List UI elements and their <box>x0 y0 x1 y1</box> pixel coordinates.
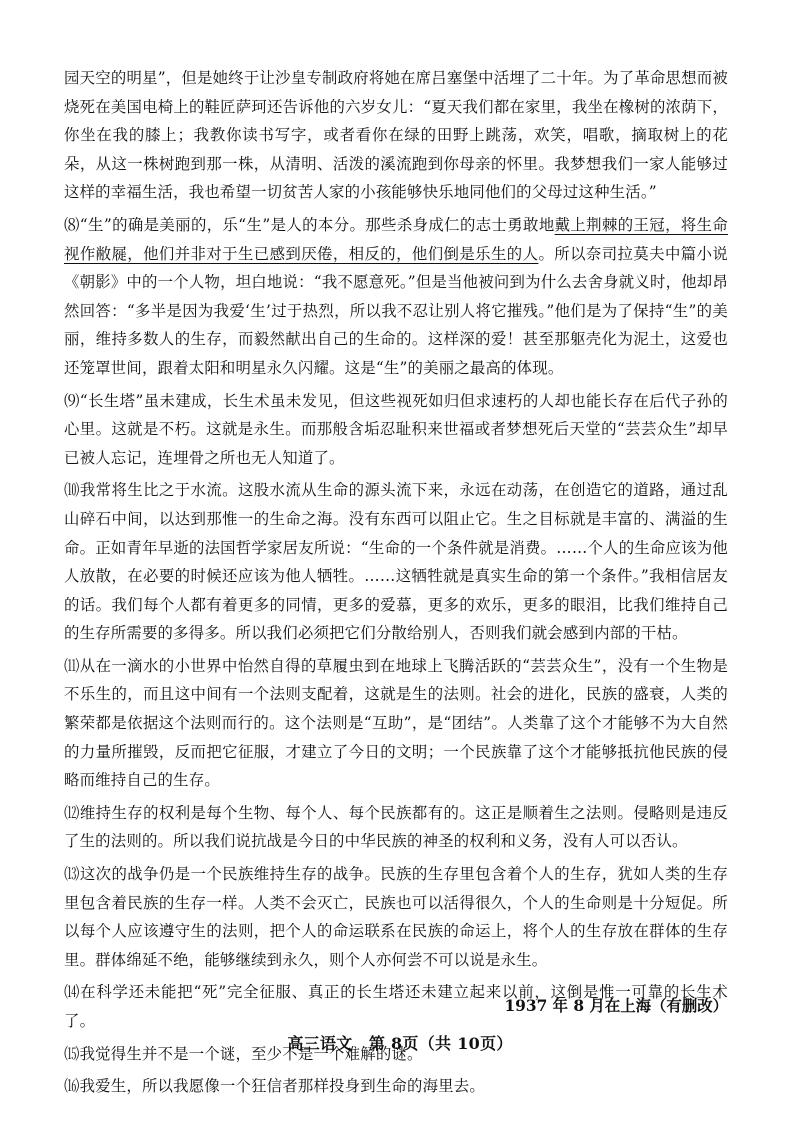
paragraph-14: ⒁在科学还未能把“死”完全征服、真正的长生塔还未建立起来以前，这倒是惟一可靠的长生术了。 <box>64 983 728 1030</box>
paragraph-11: ⑾从在一滴水的小世界中怡然自得的草履虫到在地球上飞腾活跃的“芸芸众生”，没有一个生物是不乐生的，而且这中间有一个法则支配着，这就是生的法则。社会的进化，民族的盛衰，人类的繁荣都是依据这个法则而行的。这个法则是“互助”，是“团结”。人类靠了这个才能够不为大自然的力量所摧毁，反而把它征服，才建立了今日的文明；一个民族靠了这个才能够抵抗他民族的侵略而维持自己的生存。 <box>64 656 728 790</box>
paragraph-7-continuation: 园天空的明星”，但是她终于让沙皇专制政府将她在席吕塞堡中活埋了二十年。为了革命思想而被烧死在美国电椅上的鞋匠萨珂还告诉他的六岁女儿：“夏天我们都在家里，我坐在橡树的浓荫下，你坐在我的膝上；我教你读书写字，或者看你在绿的田野上跳荡，欢笑，唱歌，摘取树上的花朵，从这一株树跑到那一株，从清明、活泼的溪流跑到你母亲的怀里。我梦想我们一家人能够过这样的幸福生活，我也希望一切贫苦人家的小孩能够快乐地同他们的父母过这种生活。” <box>64 69 728 202</box>
essay-body <box>64 64 728 1105</box>
paragraph-8 <box>64 211 728 383</box>
paragraph-9: ⑼“长生塔”虽未建成，长生术虽未发见，但这些视死如归但求速朽的人却也能长存在后代子孙的心里。这就是不朽。这就是永生。而那般含垢忍耻积来世福或者梦想死后天堂的“芸芸众生”却早已被人忘记，连埋骨之所也无人知道了。 <box>64 391 728 467</box>
paragraph-10: ⑽我常将生比之于水流。这股水流从生命的源头流下来，永远在动荡，在创造它的道路，通过乱山碎石中间，以达到那惟一的生命之海。没有东西可以阻止它。生之目标就是丰富的、满溢的生命。正如青年早逝的法国哲学家居友所说：“生命的一个条件就是消费。……个人的生命应该为他人放散，在必要的时候还应该为他人牺牲。……这牺牲就是真实生命的第一个条件。”我相信居友的话。我们每个人都有着更多的同情，更多的爱慕，更多的欢乐，更多的眼泪，比我们维持自己的生存所需要的多得多。所以我们必须把它们分散给别人，否则我们就会感到内部的干枯。 <box>64 481 728 643</box>
paragraph-8-rest: 。所以奈司拉莫夫中篇小说《朝影》中的一个人物，坦白地说：“我不愿意死。”但是当他被问到为什么去舍身就义时，他却昂然回答：“多半是因为我爱‘生’过于热烈，所以我不忍让别人将它摧残。”他们是为了保持“生”的美丽，维持多数人的生存，而毅然献出自己的生命的。这样深的爱！甚至那躯壳化为泥土，这爱也还笼罩世间，跟着太阳和明星永久闪耀。这是“生”的美丽之最高的体现。 <box>64 244 728 377</box>
underlined-sentence: 戴上荆棘的王冠，将生命视作敝屣，他们并非对于生已感到厌倦，相反的，他们倒是乐生的人 <box>64 215 729 263</box>
paragraph-15: ⒂我觉得生并不是一个谜，至少不是一个难解的谜。 <box>64 1044 423 1063</box>
paragraph-16: ⒃我爱生，所以我愿像一个狂信者那样投身到生命的海里去。 <box>64 1077 485 1096</box>
page-footer: 高三语文 第 8页（共 10页） <box>287 1034 513 1053</box>
paragraph-13: ⒀这次的战争仍是一个民族维持生存的战争。民族的生存里包含着个人的生存，犹如人类的生存里包含着民族的生存一样。人类不会灭亡，民族也可以活得很久，个人的生命则是十分短促。所以每个人应该遵守生的法则，把个人的命运联系在民族的命运上，将个人的生存放在群体的生存里。群体绵延不绝，能够继续到永久，则个人亦何尝不可以说是永生。 <box>64 865 728 969</box>
date-signature: 1937 年 8 月在上海（有删改） <box>504 997 728 1015</box>
paragraph-12: ⑿维持生存的权利是每个生物、每个人、每个民族都有的。这正是顺着生之法则。侵略则是违反了生的法则的。所以我们说抗战是今日的中华民族的神圣的权利和义务，没有人可以否认。 <box>64 803 728 851</box>
paragraph-8-lead: ⑻“生”的确是美丽的，乐“生”是人的本分。那些杀身成仁的志士勇敢地 <box>64 215 555 234</box>
